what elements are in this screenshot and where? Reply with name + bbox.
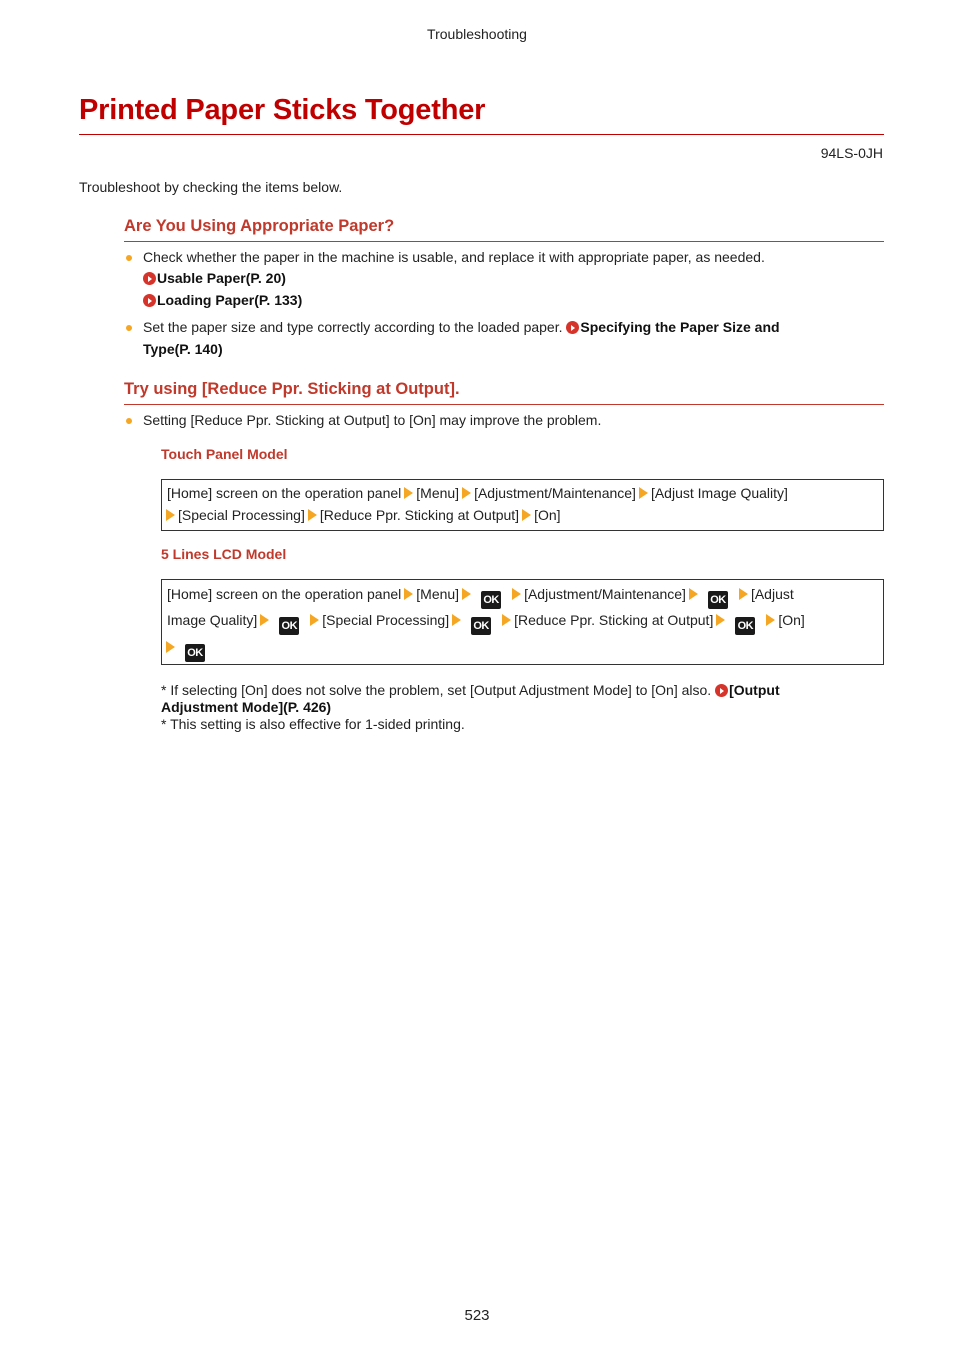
link-output-adjustment-mode[interactable]: [Output	[715, 682, 780, 698]
arrow-right-icon	[689, 588, 698, 600]
arrow-right-icon	[502, 614, 511, 626]
ok-key-icon: OK	[735, 617, 755, 635]
step-adjust-image-quality: [Adjust	[750, 586, 794, 602]
step-on: [On]	[778, 612, 805, 628]
arrow-right-icon	[766, 614, 775, 626]
link-usable-paper[interactable]: Usable Paper(P. 20)	[143, 270, 286, 286]
running-header: Troubleshooting	[427, 26, 527, 42]
arrow-right-icon	[462, 487, 471, 499]
bullet-text: Setting [Reduce Ppr. Sticking at Output] to [On] may improve the problem.	[143, 412, 602, 428]
arrow-right-icon	[452, 614, 461, 626]
step-special-processing: [Special Processing]	[178, 507, 305, 523]
link-loading-paper[interactable]: Loading Paper(P. 133)	[143, 292, 302, 308]
section-divider	[124, 404, 884, 405]
link-paper-size-type[interactable]: Specifying the Paper Size and	[566, 319, 779, 335]
arrow-right-icon	[512, 588, 521, 600]
section-heading-reduce-sticking: Try using [Reduce Ppr. Sticking at Output].	[124, 380, 460, 398]
step-menu: [Menu]	[416, 586, 460, 602]
arrow-right-icon	[260, 614, 269, 626]
arrow-right-icon	[404, 487, 413, 499]
arrow-right-icon	[716, 614, 725, 626]
lcd-model-heading: 5 Lines LCD Model	[161, 546, 287, 562]
intro-text: Troubleshoot by checking the items below.	[79, 179, 343, 195]
ok-key-icon: OK	[185, 644, 205, 662]
ok-key-icon: OK	[471, 617, 491, 635]
bullet-item	[143, 319, 780, 335]
bullet-text: Check whether the paper in the machine is usable, and replace it with appropriate paper, as needed.	[143, 249, 765, 265]
arrow-right-icon	[166, 509, 175, 521]
bullet-icon	[126, 255, 132, 261]
bullet-icon	[126, 418, 132, 424]
touch-panel-steps-box	[161, 479, 884, 531]
step-adjust-image-quality: [Adjust Image Quality]	[650, 485, 788, 501]
note-output-adjustment	[161, 682, 780, 698]
bullet-icon	[126, 325, 132, 331]
step-menu: [Menu]	[416, 485, 460, 501]
link-paper-size-type-cont[interactable]: Type(P. 140)	[143, 341, 223, 357]
arrow-right-icon	[310, 614, 319, 626]
page-number: 523	[464, 1307, 490, 1324]
section-divider	[124, 241, 884, 242]
arrow-right-icon	[739, 588, 748, 600]
arrow-right-icon	[404, 588, 413, 600]
step-adjust-image-quality-cont: Image Quality]	[167, 612, 258, 628]
arrow-right-icon	[166, 641, 175, 653]
step-reduce-sticking: [Reduce Ppr. Sticking at Output]	[319, 507, 520, 523]
ok-key-icon: OK	[481, 591, 501, 609]
link-arrow-icon	[566, 321, 579, 334]
arrow-right-icon	[522, 509, 531, 521]
link-arrow-icon	[143, 272, 156, 285]
steps-line-3	[163, 639, 213, 662]
step-adjustment-maintenance: [Adjustment/Maintenance]	[524, 586, 686, 602]
title-divider	[79, 134, 884, 135]
section-heading-appropriate-paper: Are You Using Appropriate Paper?	[124, 217, 395, 235]
steps-line-1	[167, 485, 788, 501]
arrow-right-icon	[639, 487, 648, 499]
steps-line-2	[163, 507, 561, 523]
link-arrow-icon	[715, 684, 728, 697]
step-home: [Home] screen on the operation panel	[167, 485, 402, 501]
step-adjustment-maintenance: [Adjustment/Maintenance]	[474, 485, 636, 501]
touch-panel-heading: Touch Panel Model	[161, 446, 288, 462]
bullet-text: Set the paper size and type correctly according to the loaded paper.	[143, 319, 563, 335]
lcd-steps-box	[161, 579, 884, 665]
note-text: * If selecting [On] does not solve the problem, set [Output Adjustment Mode] to [On] also.	[161, 682, 712, 698]
step-special-processing: [Special Processing]	[322, 612, 450, 628]
arrow-right-icon	[462, 588, 471, 600]
document-id: 94LS-0JH	[820, 145, 883, 161]
link-output-adjustment-mode-cont[interactable]: Adjustment Mode](P. 426)	[161, 699, 332, 715]
steps-line-1	[167, 586, 794, 609]
step-on: [On]	[534, 507, 561, 523]
ok-key-icon: OK	[708, 591, 728, 609]
steps-line-2	[167, 612, 805, 635]
arrow-right-icon	[308, 509, 317, 521]
step-reduce-sticking: [Reduce Ppr. Sticking at Output]	[514, 612, 714, 628]
note-one-sided: * This setting is also effective for 1-sided printing.	[161, 716, 465, 732]
step-home: [Home] screen on the operation panel	[167, 586, 402, 602]
page-title: Printed Paper Sticks Together	[79, 94, 486, 126]
ok-key-icon: OK	[279, 617, 299, 635]
link-arrow-icon	[143, 294, 156, 307]
